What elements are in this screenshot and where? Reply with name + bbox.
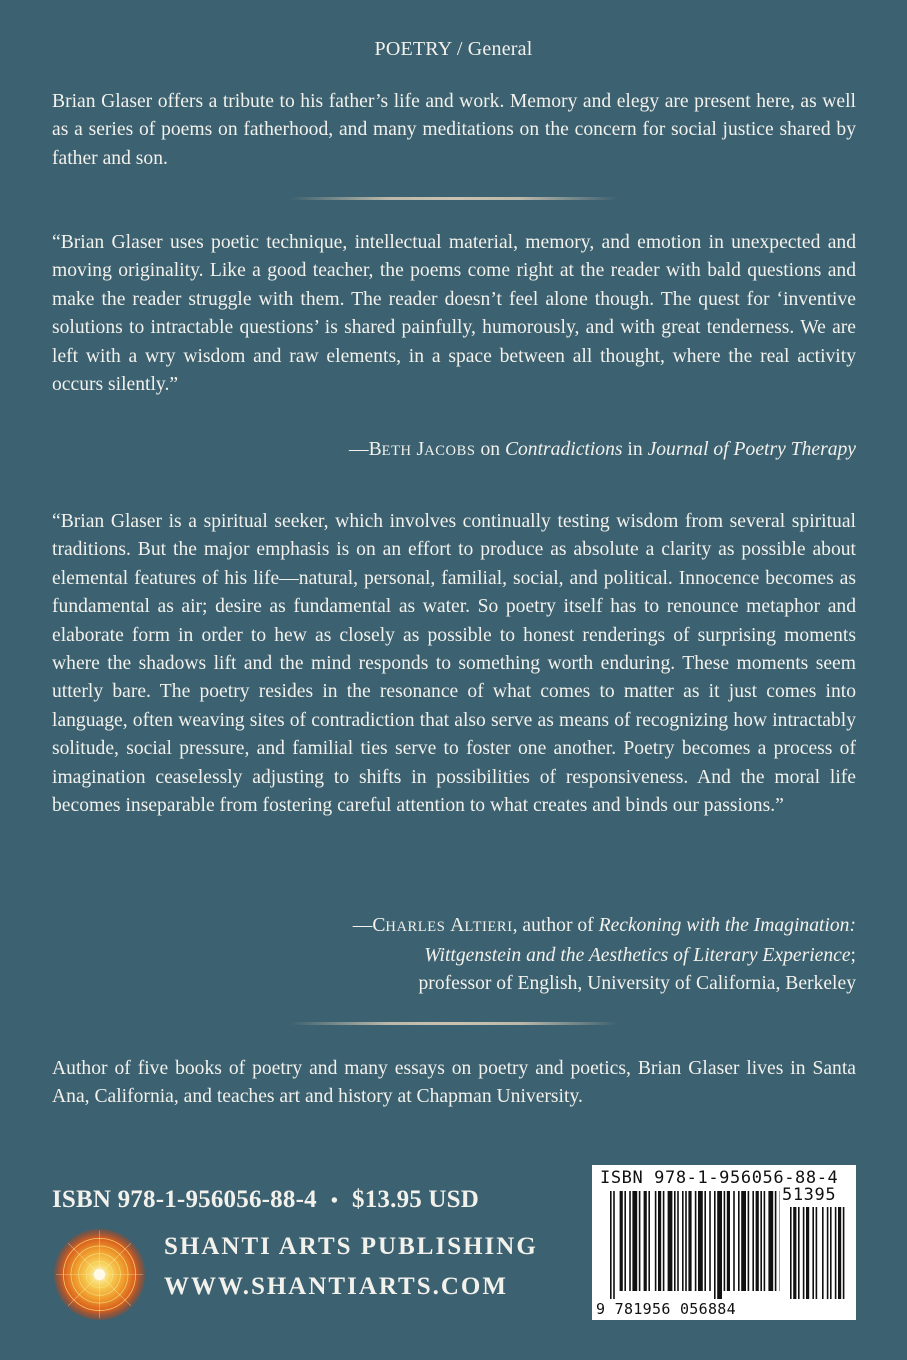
review-attribution-1: —BETH JACOBS on Contradictions in Journal of Poetry Therapy [348,439,856,460]
journal-title: Journal of Poetry Therapy [647,439,856,460]
referenced-book-subtitle: Wittgenstein and the Aesthetics of Literary Experience [424,944,851,966]
publisher-website: WWW.SHANTIARTS.COM [164,1273,508,1300]
book-description: Brian Glaser offers a tribute to his father’s life and work. Memory and elegy are present here, as well as a series of poems on fatherhood, and many meditations on the concern for social justice shared by father and son. [52,91,856,169]
barcode [592,1165,856,1320]
reviewed-book-title: Contradictions [504,439,623,460]
barcode-ean-digits: 9 781956 056884 [596,1300,736,1318]
reviewer-position: professor of English, University of California, Berkeley [418,973,856,994]
review-quote-2: “Brian Glaser is a spiritual seeker, which involves continually testing wisdom from several spiritual traditions. But the major emphasis is on an effort to produce as absolute a clarity as possible about elemental features of his life—natural, personal, familial, social, and political. Innocence becomes as fundamental as air; desire as fundamental as water. So poetry itself has to renounce metaphor and elaborate form in order to hew as closely as possible to honest renderings of surprising moments where the shadows lift and the mind responds to something worth enduring. These moments seem utterly bare. The poetry resides in the resonance of what comes to matter as it just comes into language, often weaving sites of contradiction that also serve as means of recognizing how intractably solitude, social pressure, and familial ties serve to foster one another. Poetry becomes a process of imagination ceaselessly adjusting to shifts in possibilities of responsiveness. And the moral life becomes inseparable from fostering careful attention to what creates and binds our passions.” [52,511,856,817]
author-bio: Author of five books of poetry and many essays on poetry and poetics, Brian Glaser lives in Santa Ana, California, and teaches art and history at Chapman University. [52,1058,856,1108]
ean-barcode-bars [610,1191,780,1299]
isbn-text: ISBN 978-1-956056-88-4 [52,1186,317,1213]
price-text: $13.95 USD [352,1186,480,1213]
ornamental-divider [290,1022,618,1025]
bullet-separator: • [330,1189,339,1212]
publisher-name: SHANTI ARTS PUBLISHING [164,1233,538,1260]
review-quote-1: “Brian Glaser uses poetic technique, intellectual material, memory, and emotion in unexpected and moving originality. Like a good teacher, the poems come right at the reader with bald questions and make the reader struggle with them. The reader doesn’t feel alone though. The quest for ‘inventive solutions to intractable questions’ is shared painfully, humorously, and with great tenderness. We are left with a wry wisdom and raw elements, in a space between all thought, where the real activity occurs silently.” [52,232,856,396]
ornamental-divider [290,197,618,200]
barcode-price-code: 51395 [782,1185,837,1205]
barcode-isbn-label: ISBN 978-1-956056-88-4 [600,1168,839,1188]
genre-category: POETRY / General [374,38,533,60]
review-attribution-2: —CHARLES ALTIERI, author of Reckoning with the Imagination: Wittgenstein and the Aesthetics of Literary Experience; professor of English, University of California, Berkeley [353,912,856,999]
price-addon-barcode-bars [790,1207,848,1299]
referenced-book-title: Reckoning with the Imagination: [598,915,856,936]
publisher-sun-logo-icon [52,1227,147,1322]
isbn-price-line [52,1186,479,1214]
